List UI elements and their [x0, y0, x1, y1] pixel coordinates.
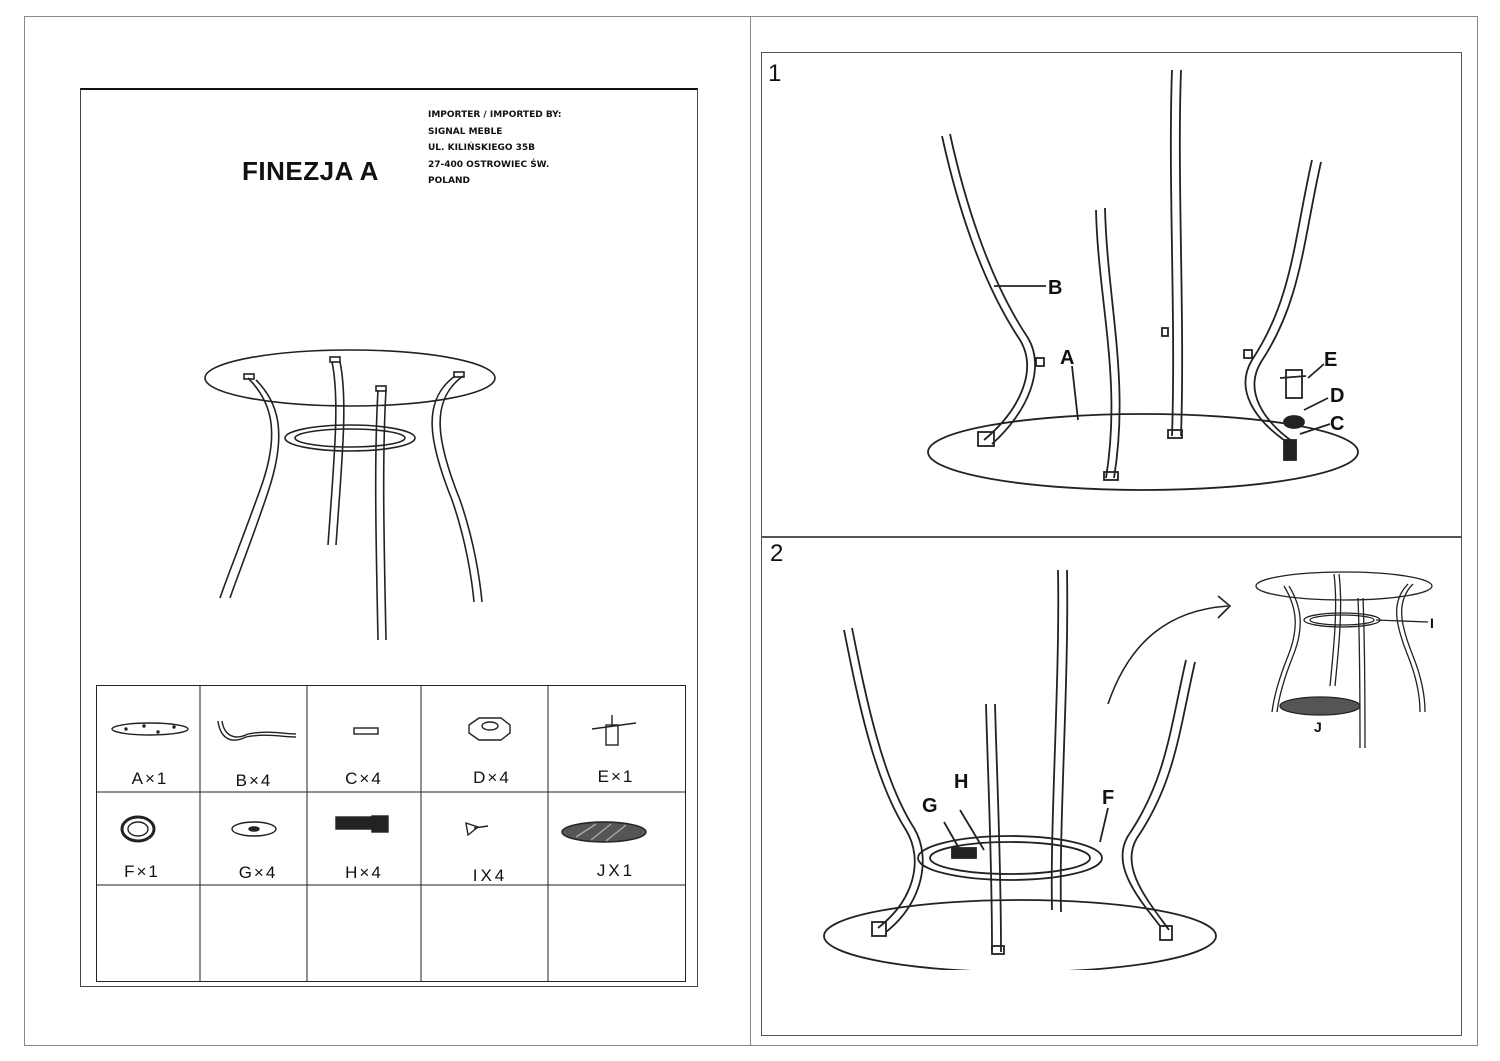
leg-icon: [218, 721, 296, 740]
part-label-e: E×1: [597, 767, 635, 786]
support-ring-inner: [295, 429, 405, 447]
step2-glass-top: [824, 900, 1216, 970]
part-label-c: C×4: [345, 769, 383, 788]
importer-city: 27-400 OSTROWIEC ŚW.: [428, 159, 550, 170]
part-label-i: IX4: [472, 866, 508, 885]
callout-b: B: [1048, 277, 1063, 299]
part-label-b: B×4: [235, 771, 273, 790]
importer-block: [428, 107, 562, 190]
callout-f: F: [1102, 787, 1115, 809]
product-title: FINEZJA A: [242, 156, 379, 186]
bolt-c-icon: [354, 728, 378, 734]
shelf-icon: [562, 822, 646, 842]
importer-country: POLAND: [428, 176, 470, 186]
assembly-arrow: [1100, 580, 1240, 710]
callout-d: D: [1330, 385, 1345, 407]
step-1-number: 1: [768, 60, 782, 87]
importer-street: UL. KILIŃSKIEGO 35B: [428, 143, 536, 153]
callout-e: E: [1324, 349, 1338, 371]
table-illustration: [190, 340, 520, 650]
part-label-h: H×4: [345, 863, 383, 882]
callout-a: A: [1060, 347, 1075, 369]
step-1-diagram: [900, 60, 1380, 500]
hex-nut-icon: [469, 718, 510, 740]
callout-j: J: [1314, 719, 1322, 735]
callout-c: C: [1330, 413, 1345, 435]
glass-top-icon: [112, 723, 188, 735]
callout-h: H: [954, 771, 969, 793]
parts-table: [96, 685, 686, 982]
connector-icon: [592, 715, 636, 745]
step-2-number: 2: [770, 540, 784, 567]
part-label-f: F×1: [124, 862, 160, 881]
part-label-a: A×1: [131, 769, 169, 788]
inset-shelf: [1280, 697, 1360, 715]
finished-table-inset: [1250, 566, 1450, 756]
part-label-g: G×4: [238, 863, 278, 882]
part-label-d: D×4: [473, 768, 511, 787]
callout-i: I: [1430, 615, 1434, 631]
ring-icon: [122, 817, 154, 841]
washer-icon: [232, 822, 276, 836]
suction-cup-icon: [466, 823, 488, 835]
importer-heading: IMPORTER / IMPORTED BY:: [428, 110, 562, 120]
screw-icon: [336, 816, 388, 832]
part-label-j: JX1: [596, 861, 636, 880]
callout-g: G: [922, 795, 938, 817]
importer-name: SIGNAL MEBLE: [428, 126, 503, 137]
